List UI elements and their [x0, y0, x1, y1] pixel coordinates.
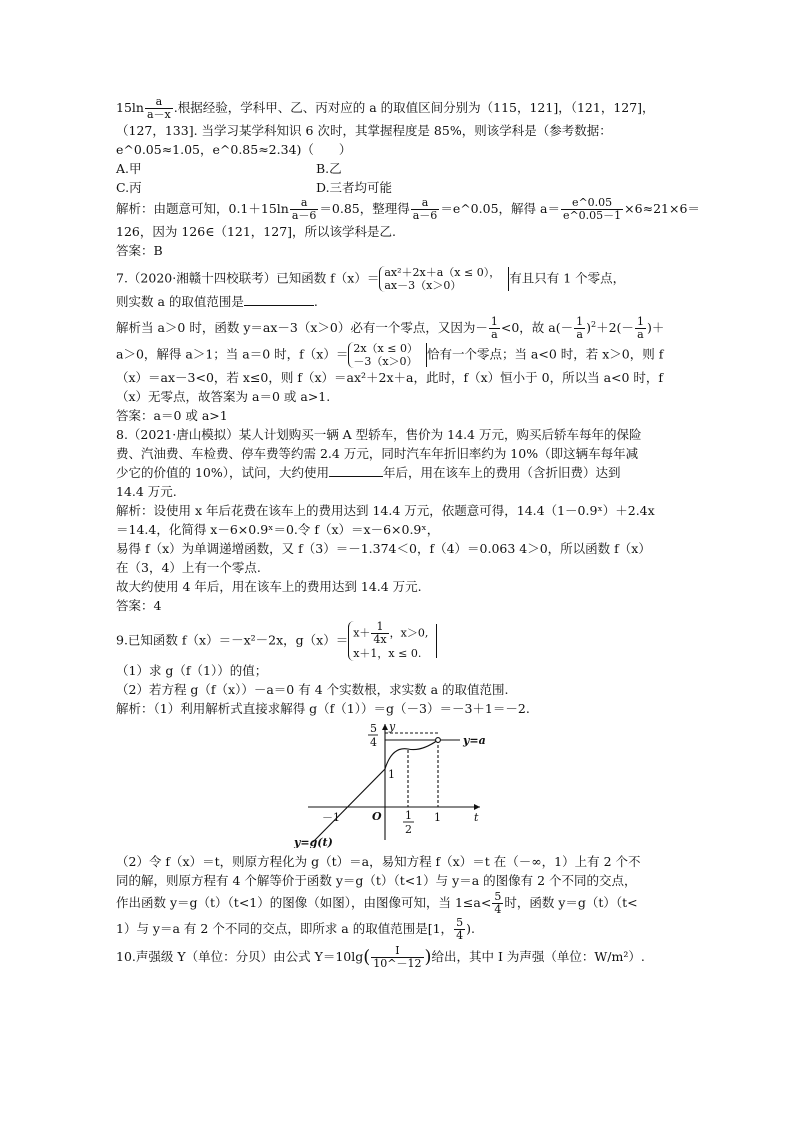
fraction: $\frac{5}{4}$	[494, 890, 502, 917]
q8-solution-line-4: 在（3，4）上有一个零点.	[116, 560, 261, 576]
q8-answer: 答案：4	[116, 598, 162, 614]
fraction: $\frac{5}{4}$	[456, 916, 464, 943]
fraction: $\frac{e\^{}0.05}{e\^{}0.05-1}$	[562, 196, 622, 222]
label-one-t: 1	[434, 811, 441, 825]
fraction: $\frac{a}{a-6}$	[291, 196, 317, 222]
option-b: B.乙	[316, 161, 342, 176]
fraction: $\frac{1}{a}$	[576, 315, 584, 342]
label-y-eq-a: y=a	[463, 734, 486, 748]
open-endpoint	[436, 738, 441, 743]
line-y-eq-t-plus-1	[313, 769, 385, 842]
q8-stem-line-3: 少它的价值的 10%），试问，大约使用 年后，用在该车上的费用（含折旧费）达到	[116, 465, 621, 481]
fraction: $\frac{a}{a-6}$	[412, 196, 438, 222]
q7-solution-line-4: （x）无零点，故答案为 a＝0 或 a>1.	[116, 389, 331, 405]
label-y-eq-gt: y=g(t)	[294, 836, 333, 849]
q6-options	[116, 159, 676, 197]
q8-solution-line-1: 解析：设使用 x 年后花费在该车上的费用达到 14.4 万元，依题意可得，14.4（1－0.9ˣ）＋2.4x	[116, 503, 655, 519]
label-five: 5	[370, 722, 377, 736]
label-half-num: 1	[405, 809, 412, 823]
q9-solution-line-2: （2）令 f（x）＝t，则原方程化为 g（t）＝a，易知方程 f（x）＝t 在（－∞，1）上有 2 个不	[116, 854, 641, 870]
option-d: D.三者均可能	[316, 180, 393, 195]
q8-solution-line-2: ＝14.4，化简得 x－6×0.9ˣ＝0.令 f（x）＝x－6×0.9ˣ，	[116, 522, 440, 538]
q7-solution-line-3: （x）＝ax－3<0，若 x≤0，则 f（x）＝ax²＋2x＋a，此时，f（x）恒小于 0，所以当 a<0 时，f	[116, 370, 664, 386]
q9-part-1: （1）求 g（f（1））的值；	[116, 663, 268, 679]
q6-solution-line-1: 解析：由题意可知，0.1＋15ln $\frac{a}{a-6}$ ＝0.85，整理得 $\frac{a}{a-6}$ ＝e^0.05，解得 a＝ $\frac{e\^{}0.05}{e\^{}0.05-1}$ ×6≈21×6＝	[116, 196, 700, 222]
answer-blank	[244, 293, 314, 306]
label-half-den: 2	[405, 823, 412, 837]
label-origin: O	[372, 810, 382, 824]
label-t: t	[474, 811, 479, 825]
option-c: C.丙	[116, 180, 142, 195]
q9-solution-line-4: 作出函数 y＝g（t）（t<1）的图像（如图），由图像可知，当 1≤a< $\frac{5}{4}$ 时，函数 y＝g（t）（t<	[116, 890, 638, 917]
fraction: $\frac{1}{a}$	[490, 315, 498, 342]
q8-stem-line-4: 14.4 万元.	[116, 484, 177, 500]
q7-solution-line-2: a＞0，解得 a＞1；当 a＝0 时，f（x）＝ 2x（x ≤ 0） －3（x＞0） 恰有一个零点；当 a<0 时，若 x＞0，则 f	[116, 342, 664, 369]
q8-solution-line-3: 易得 f（x）为单调递增函数，又 f（3）＝－1.374＜0，f（4）＝0.063 4＞0，所以函数 f（x）	[116, 541, 651, 557]
answer-blank	[329, 464, 383, 477]
q9-solution-line-5: 1）与 y＝a 有 2 个不同的交点，即所求 a 的取值范围是[1， $\frac{5}{4}$ ).	[116, 916, 475, 943]
label-neg-one: －1	[322, 811, 340, 825]
q6-answer: 答案：B	[116, 243, 163, 258]
piecewise-brace: ax²＋2x＋a（x ≤ 0）， ax－3（x＞0）	[379, 266, 500, 292]
q8-solution-line-5: 故大约使用 4 年后，用在该车上的费用达到 14.4 万元.	[116, 579, 422, 595]
label-four: 4	[370, 736, 377, 750]
page-content	[116, 95, 700, 973]
q6-stem-line-2: （127，133]. 当学习某学科知识 6 次时，其掌握程度是 85%，则该学科是（参考数据：	[116, 123, 612, 138]
q8-stem-line-1: 8.（2021·唐山模拟）某人计划购买一辆 A 型轿车，售价为 14.4 万元，购买后轿车每年的保险	[116, 427, 642, 443]
piecewise-brace: x＋ $\frac{1}{4x}$ ，x＞0, x＋1，x ≤ 0.	[348, 621, 428, 661]
curve-t-plus-1-over-4t	[385, 740, 438, 769]
q7-stem-line-1: 7.（2020·湘赣十四校联考）已知函数 f（x）＝ ax²＋2x＋a（x ≤ 0）， ax－3（x＞0） 有且只有 1 个零点，	[116, 266, 626, 292]
q6-stem-line-1: 15ln $\frac{a}{a-x}$ .根据经验，学科甲、乙、丙对应的 a 的取值区间分别为（115，121]，（121，127]，	[116, 95, 655, 121]
fraction: $\frac{a}{a-x}$	[146, 95, 171, 121]
function-graph-figure	[288, 722, 488, 848]
q6-solution-line-2: 126，因为 126∈（121，127]，所以该学科是乙.	[116, 224, 397, 239]
fraction: $\frac{1}{4x}$	[373, 620, 387, 647]
q7-stem-line-2: 则实数 a 的取值范围是 .	[116, 294, 318, 309]
q9-solution-line-3: 同的解，则原方程有 4 个解等价于函数 y＝g（t）（t<1）与 y＝a 的图像有 2 个不同的交点，	[116, 873, 637, 889]
q6-stem-line-3: e^0.05≈1.05，e^0.85≈2.34)（ ）	[116, 142, 352, 157]
fraction: $\frac{1}{a}$	[636, 315, 644, 342]
q9-part-2: （2）若方程 g（f（x））－a＝0 有 4 个实数根，求实数 a 的取值范围.	[116, 682, 509, 698]
q10-stem: 10.声强级 Y（单位：分贝）由公式 Y＝10lg( $\frac{I}{10\^{}-12}$ )给出，其中 I 为声强（单位：W/m²）.	[116, 944, 645, 971]
q8-stem-line-2: 费、汽油费、车检费、停车费等约需 2.4 万元，同时汽车年折旧率约为 10%（即这辆车每年减	[116, 446, 639, 462]
label-y: y	[389, 722, 396, 734]
q7-solution-line-1: 解析当 a＞0 时，函数 y＝ax－3（x＞0）必有一个零点，又因为－ $\frac{1}{a}$ <0，故 a(－ $\frac{1}{a}$ )$^2$＋2(－ $\frac{1}{a}$ )＋	[116, 315, 665, 342]
q9-solution-line-1: 解析：（1）利用解析式直接求解得 g（f（1））＝g（－3）＝－3＋1＝－2.	[116, 701, 530, 717]
q7-answer: 答案：a＝0 或 a>1	[116, 408, 228, 424]
q9-stem: 9.已知函数 f（x）＝－x²－2x，g（x）＝ x＋ $\frac{1}{4x}$ ，x＞0, x＋1，x ≤ 0.	[116, 621, 676, 661]
fraction: $\frac{I}{10\^{}-12}$	[373, 944, 422, 971]
option-a: A.甲	[116, 161, 142, 176]
label-one-y: 1	[388, 768, 395, 782]
piecewise-brace: 2x（x ≤ 0） －3（x＞0）	[348, 342, 418, 368]
